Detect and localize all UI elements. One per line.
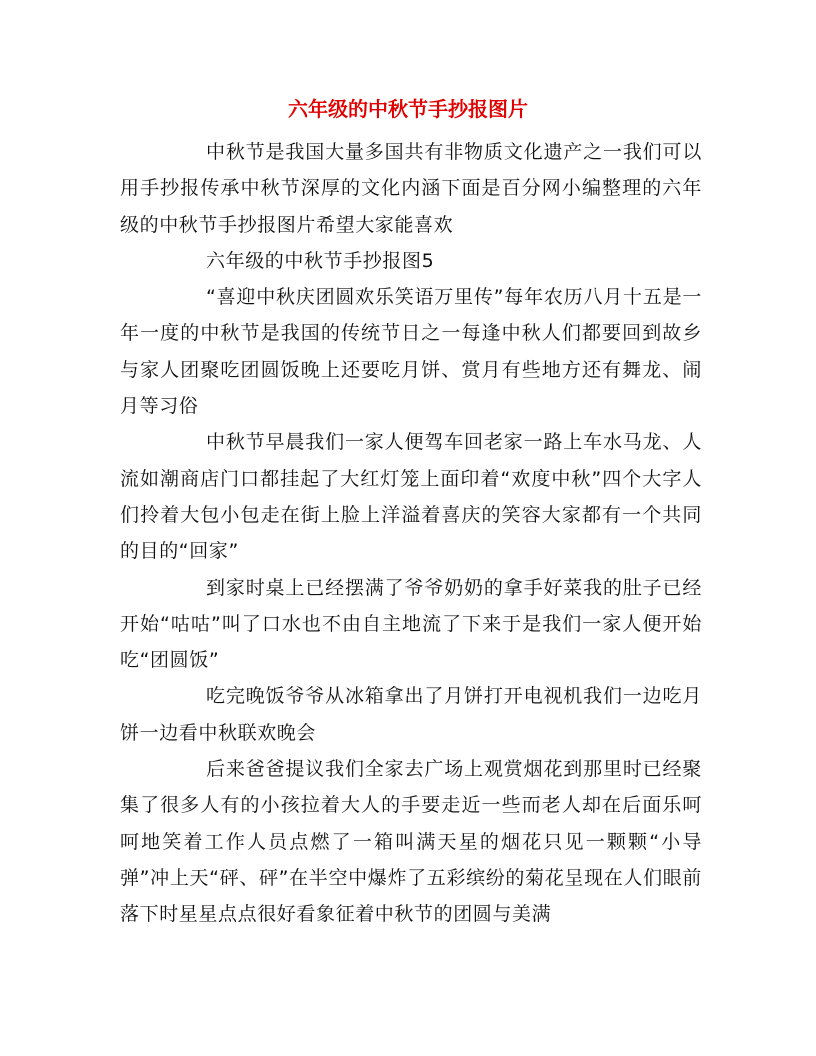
paragraph-morning: 中秋节早晨我们一家人便驾车回老家一路上车水马龙、人流如潮商店门口都挂起了大红灯笼上面印着“欢度中秋”四个大字人们拎着大包小包走在街上脸上洋溢着喜庆的笑容大家都有一个共同的目的“回家” <box>120 431 702 563</box>
document-body <box>120 134 702 933</box>
paragraph-fireworks: 后来爸爸提议我们全家去广场上观赏烟花到那里时已经聚集了很多人有的小孩拉着大人的手要走近一些而老人却在后面乐呵呵地笑着工作人员点燃了一箱叫满天星的烟花只见一颗颗“小导弹”冲上天“砰、砰”在半空中爆炸了五彩缤纷的菊花呈现在人们眼前落下时星星点点很好看象征着中秋节的团圆与美满 <box>120 758 702 926</box>
paragraph-dinner: 到家时桌上已经摆满了爷爷奶奶的拿手好菜我的肚子已经开始“咕咕”叫了口水也不由自主地流了下来于是我们一家人便开始吃“团圆饭” <box>120 576 702 672</box>
paragraph-festival: “喜迎中秋庆团圆欢乐笑语万里传”每年农历八月十五是一年一度的中秋节是我国的传统节日之一每逢中秋人们都要回到故乡与家人团聚吃团圆饭晚上还要吃月饼、赏月有些地方还有舞龙、闹月等习俗 <box>120 286 702 418</box>
paragraph-mooncake: 吃完晚饭爷爷从冰箱拿出了月饼打开电视机我们一边吃月饼一边看中秋联欢晚会 <box>120 685 702 744</box>
paragraph-intro: 中秋节是我国大量多国共有非物质文化遗产之一我们可以用手抄报传承中秋节深厚的文化内涵下面是百分网小编整理的六年级的中秋节手抄报图片希望大家能喜欢 <box>120 141 702 236</box>
paragraph-subheading: 六年级的中秋节手抄报图5 <box>206 249 435 272</box>
document-title: 六年级的中秋节手抄报图片 <box>288 97 528 121</box>
